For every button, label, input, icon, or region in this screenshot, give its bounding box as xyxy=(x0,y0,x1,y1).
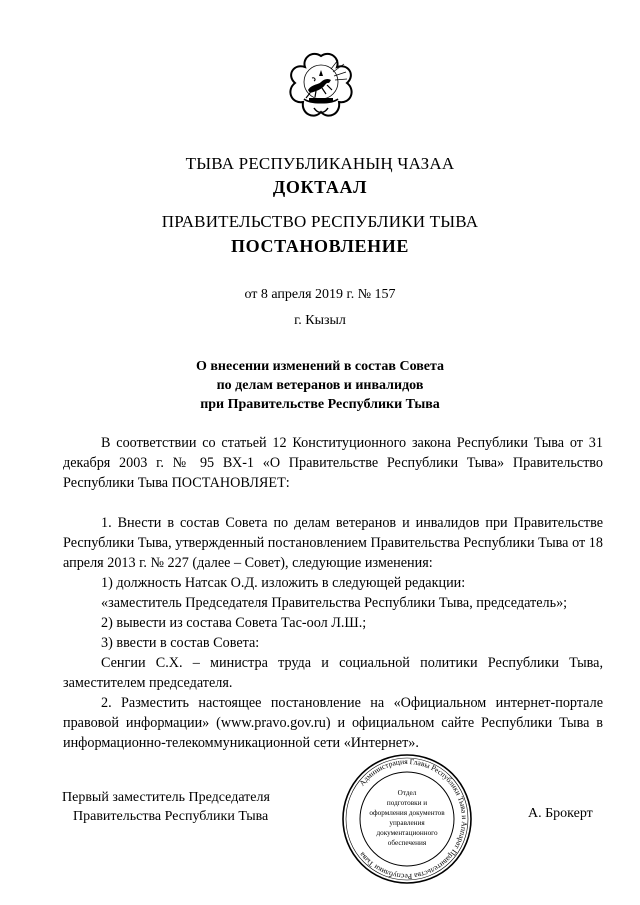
signatory-name: А. Брокерт xyxy=(528,806,593,821)
stamp-inner-text: оформления документов xyxy=(369,809,445,817)
decree-title-line: О внесении изменений в состав Совета xyxy=(195,359,445,374)
decree-body xyxy=(63,433,603,753)
header-russian-decree: ПОСТАНОВЛЕНИЕ xyxy=(231,236,409,256)
preamble-paragraph: В соответствии со статьей 12 Конституционного закона Республики Тыва от 31 декабря 2003 г. № 95 ВХ-1 «О Правительстве Республики Тыва» Правительство Республики Тыва ПОСТАНОВЛЯЕТ: xyxy=(63,435,603,491)
tyva-emblem-logo xyxy=(288,52,354,132)
item-2-paragraph: 2. Разместить настоящее постановление на «Официальном интернет-портале правовой информации» (www.pravo.gov.ru) и официальном сайте Республики Тыва в информационно-телекоммуникационной сети «Интернет». xyxy=(63,695,603,751)
stamp-inner-text: подготовки и xyxy=(386,799,428,807)
paragraph-spacer xyxy=(63,493,603,513)
header-russian-government: ПРАВИТЕЛЬСТВО РЕСПУБЛИКИ ТЫВА xyxy=(161,212,479,231)
decree-date-number: от 8 апреля 2019 г. № 157 xyxy=(244,287,396,302)
decree-title-line: при Правительстве Республики Тыва xyxy=(200,397,440,412)
stamp-inner-text: управления xyxy=(389,819,425,827)
item-1-subitem-1: 1) должность Натсак О.Д. изложить в следующей редакции: xyxy=(101,575,466,591)
stamp-ring-text: Администрация Главы Республики Тыва и Аппарат Правительства Республики Тыва xyxy=(357,756,470,882)
stamp-inner-text: Отдел xyxy=(397,789,417,797)
signatory-position xyxy=(62,788,270,826)
stamp-inner-text: документационного xyxy=(376,829,438,837)
item-1-paragraph: 1. Внести в состав Совета по делам ветеранов и инвалидов при Правительстве Республики Тыва, утвержденный постановлением Правительства Республики Тыва от 18 апреля 2013 г. № 227 (далее – Совет), следующие изменения: xyxy=(63,515,603,571)
signatory-position-line: Первый заместитель Председателя xyxy=(62,790,270,805)
header-tyva-government: ТЫВА РЕСПУБЛИКАНЫҢ ЧАЗАА xyxy=(185,154,455,173)
official-stamp xyxy=(340,752,474,886)
item-1-subitem-3-text: Сенгии С.Х. – министра труда и социальной политики Республики Тыва, заместителем председателя. xyxy=(63,655,603,691)
decree-city: г. Кызыл xyxy=(294,313,346,328)
item-1-subitem-3: 3) ввести в состав Совета: xyxy=(101,635,260,651)
signatory-position-line: Правительства Республики Тыва xyxy=(73,809,269,824)
header-tyva-decree: ДОКТААЛ xyxy=(272,177,368,197)
stamp-inner-text: обеспечения xyxy=(387,839,427,847)
item-1-subitem-1-text: «заместитель Председателя Правительства Республики Тыва, председатель»; xyxy=(101,595,568,611)
decree-title-line: по делам ветеранов и инвалидов xyxy=(216,378,424,393)
item-1-subitem-2: 2) вывести из состава Совета Тас-оол Л.Ш.; xyxy=(101,615,367,631)
decree-title xyxy=(0,357,640,414)
